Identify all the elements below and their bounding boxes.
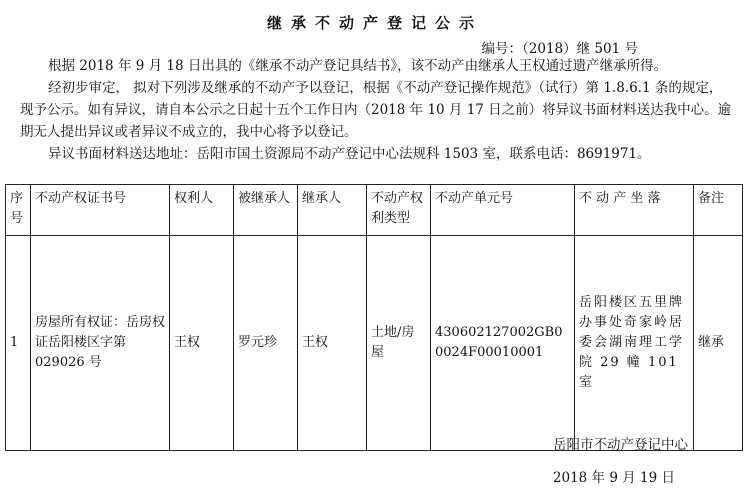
header-unit-number: 不动产单元号 xyxy=(431,185,575,236)
cell-heir: 王权 xyxy=(298,236,367,451)
header-right-type: 不动产权利类型 xyxy=(367,185,431,236)
cell-serial: 1 xyxy=(6,236,31,451)
paragraph-basis: 根据 2018 年 9 月 18 日出具的《继承不动产登记具结书》，该不动产由继承人王权通过遗产继承所得。 xyxy=(48,58,668,74)
header-certificate: 不动产权证书号 xyxy=(31,185,170,236)
header-heir: 继承人 xyxy=(298,185,367,236)
issuer-name: 岳阳市不动产登记中心 xyxy=(553,437,688,453)
paragraph-address: 异议书面材料送达地址：岳阳市国土资源局不动产登记中心法规科 1503 室，联系电话：8691971。 xyxy=(48,146,651,162)
header-note: 备注 xyxy=(694,185,743,236)
cell-right-type: 土地/房屋 xyxy=(367,236,431,451)
header-location: 不 动 产 坐 落 xyxy=(575,185,694,236)
table-header-row xyxy=(6,185,743,236)
cell-deceased: 罗元珍 xyxy=(234,236,298,451)
notice-title: 继承不动产登记公示 xyxy=(266,14,483,32)
header-deceased: 被继承人 xyxy=(234,185,298,236)
header-serial: 序号 xyxy=(6,185,31,236)
issue-date: 2018 年 9 月 19 日 xyxy=(552,470,675,486)
registration-table xyxy=(5,184,743,451)
cell-unit-number: 430602127002GB00024F00010001 xyxy=(431,236,575,451)
cell-certificate: 房屋所有权证：岳房权证岳阳楼区字第 029026 号 xyxy=(31,236,170,451)
document-number: 编号：（2018）继 501 号 xyxy=(481,41,638,57)
cell-holder: 王权 xyxy=(170,236,234,451)
table-row xyxy=(6,236,743,451)
paragraph-review: 经初步审定， 拟对下列涉及继承的不动产予以登记，根据《不动产登记操作规范》（试行）第 1.8.6.1 条的规定，现予公示。如有异议，请自本公示之日起十五个工作日内（2018 年 10 月 17 日之前）将异议书面材料送达我中心。逾期无人提出异议或者异议不成立的，我中心将予以登记。 xyxy=(20,80,732,140)
cell-location: 岳阳楼区五里牌办事处奇家岭居委会湖南理工学院 29 幢 101 室 xyxy=(575,236,694,451)
header-holder: 权利人 xyxy=(170,185,234,236)
cell-note: 继承 xyxy=(694,236,743,451)
